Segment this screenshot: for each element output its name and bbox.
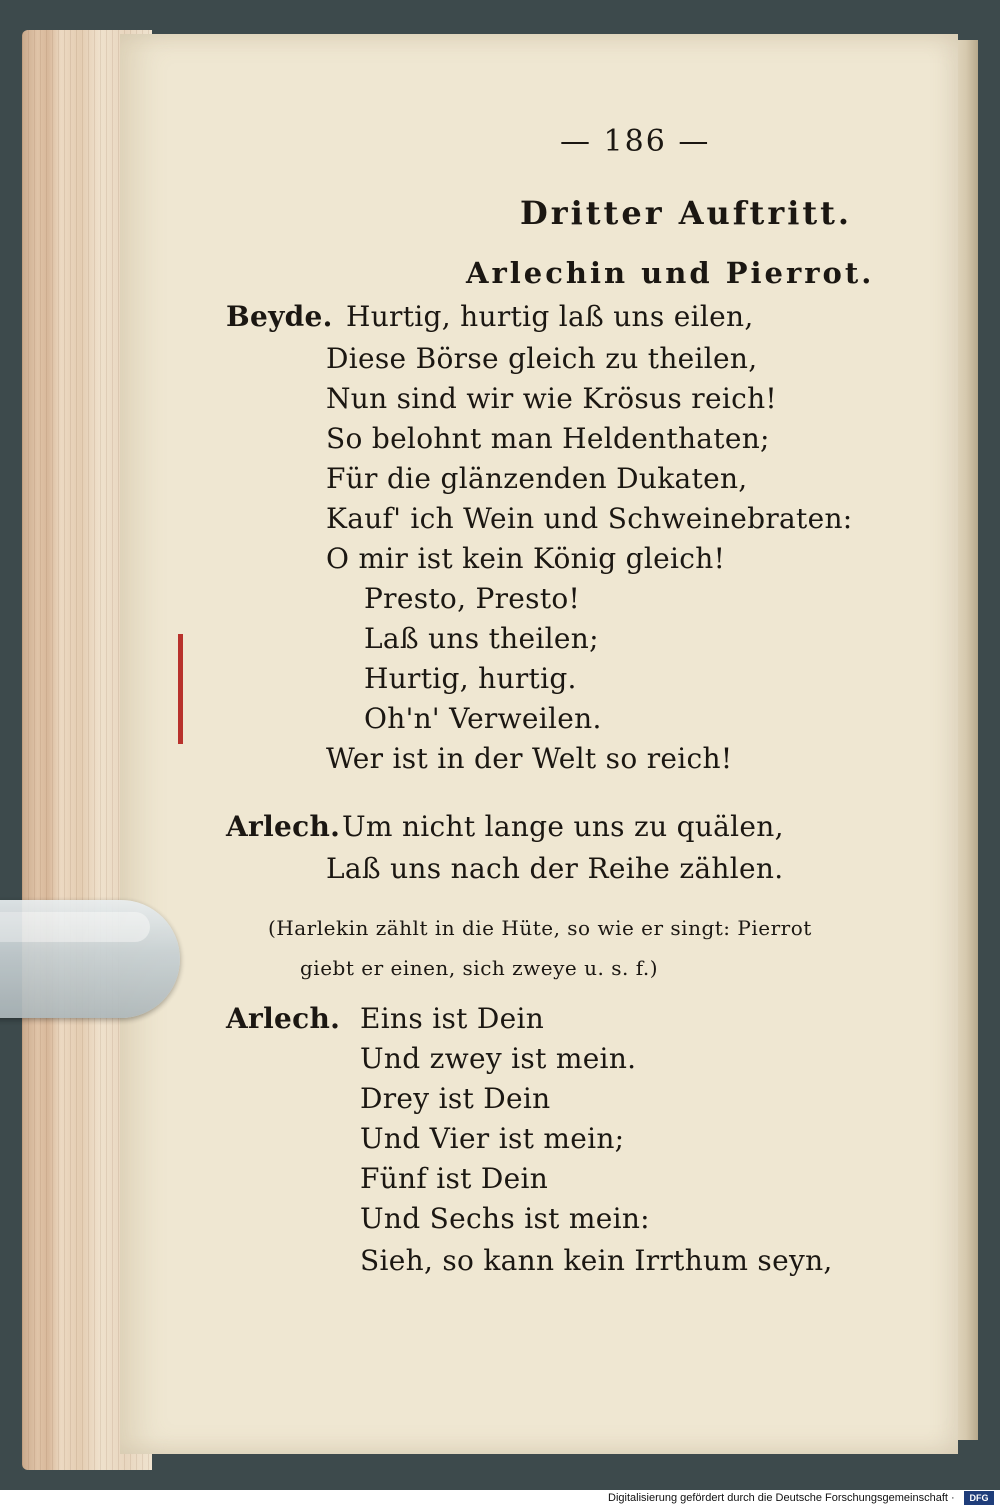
verse-line: Sieh, so kann kein Irrthum seyn, [360, 1244, 833, 1277]
page-number: — 186 — [560, 124, 711, 159]
speaker-label: Arlech. [226, 810, 341, 843]
stage-direction: giebt er einen, sich zweye u. s. f.) [300, 956, 659, 980]
verse-line: Und zwey ist mein. [360, 1042, 637, 1075]
verse-line: Hurtig, hurtig laß uns eilen, [346, 300, 754, 333]
verse-line: Laß uns theilen; [364, 622, 599, 655]
verse-line: Um nicht lange uns zu quälen, [342, 810, 784, 843]
speaker-label: Beyde. [226, 300, 333, 333]
verse-line: Wer ist in der Welt so reich! [326, 742, 733, 775]
verse-line: Oh'n' Verweilen. [364, 702, 602, 735]
book-page [120, 34, 958, 1454]
scene-title: Dritter Auftritt. [520, 194, 853, 232]
verse-line: Eins ist Dein [360, 1002, 545, 1035]
verse-line: Laß uns nach der Reihe zählen. [326, 852, 784, 885]
verse-line: Presto, Presto! [364, 582, 581, 615]
page-clip [0, 900, 180, 1018]
scene-characters: Arlechin und Pierrot. [466, 256, 875, 290]
verse-line: So belohnt man Heldenthaten; [326, 422, 770, 455]
stage-direction: (Harlekin zählt in die Hüte, so wie er singt: Pierrot [268, 916, 812, 940]
verse-line: Nun sind wir wie Krösus reich! [326, 382, 777, 415]
verse-line: Hurtig, hurtig. [364, 662, 577, 695]
verse-line: Für die glänzenden Dukaten, [326, 462, 748, 495]
verse-line: Und Vier ist mein; [360, 1122, 625, 1155]
verse-line: Kauf' ich Wein und Schweinebraten: [326, 502, 853, 535]
speaker-label: Arlech. [226, 1002, 341, 1035]
digitization-credit: Digitalisierung gefördert durch die Deutsche Forschungsgemeinschaft · [608, 1492, 955, 1504]
bookmark-ribbon [178, 634, 183, 744]
verse-line: Diese Börse gleich zu theilen, [326, 342, 758, 375]
verse-line: Und Sechs ist mein: [360, 1202, 650, 1235]
verse-line: Drey ist Dein [360, 1082, 551, 1115]
dfg-logo: DFG [964, 1491, 994, 1505]
verse-line: Fünf ist Dein [360, 1162, 549, 1195]
verse-line: O mir ist kein König gleich! [326, 542, 726, 575]
